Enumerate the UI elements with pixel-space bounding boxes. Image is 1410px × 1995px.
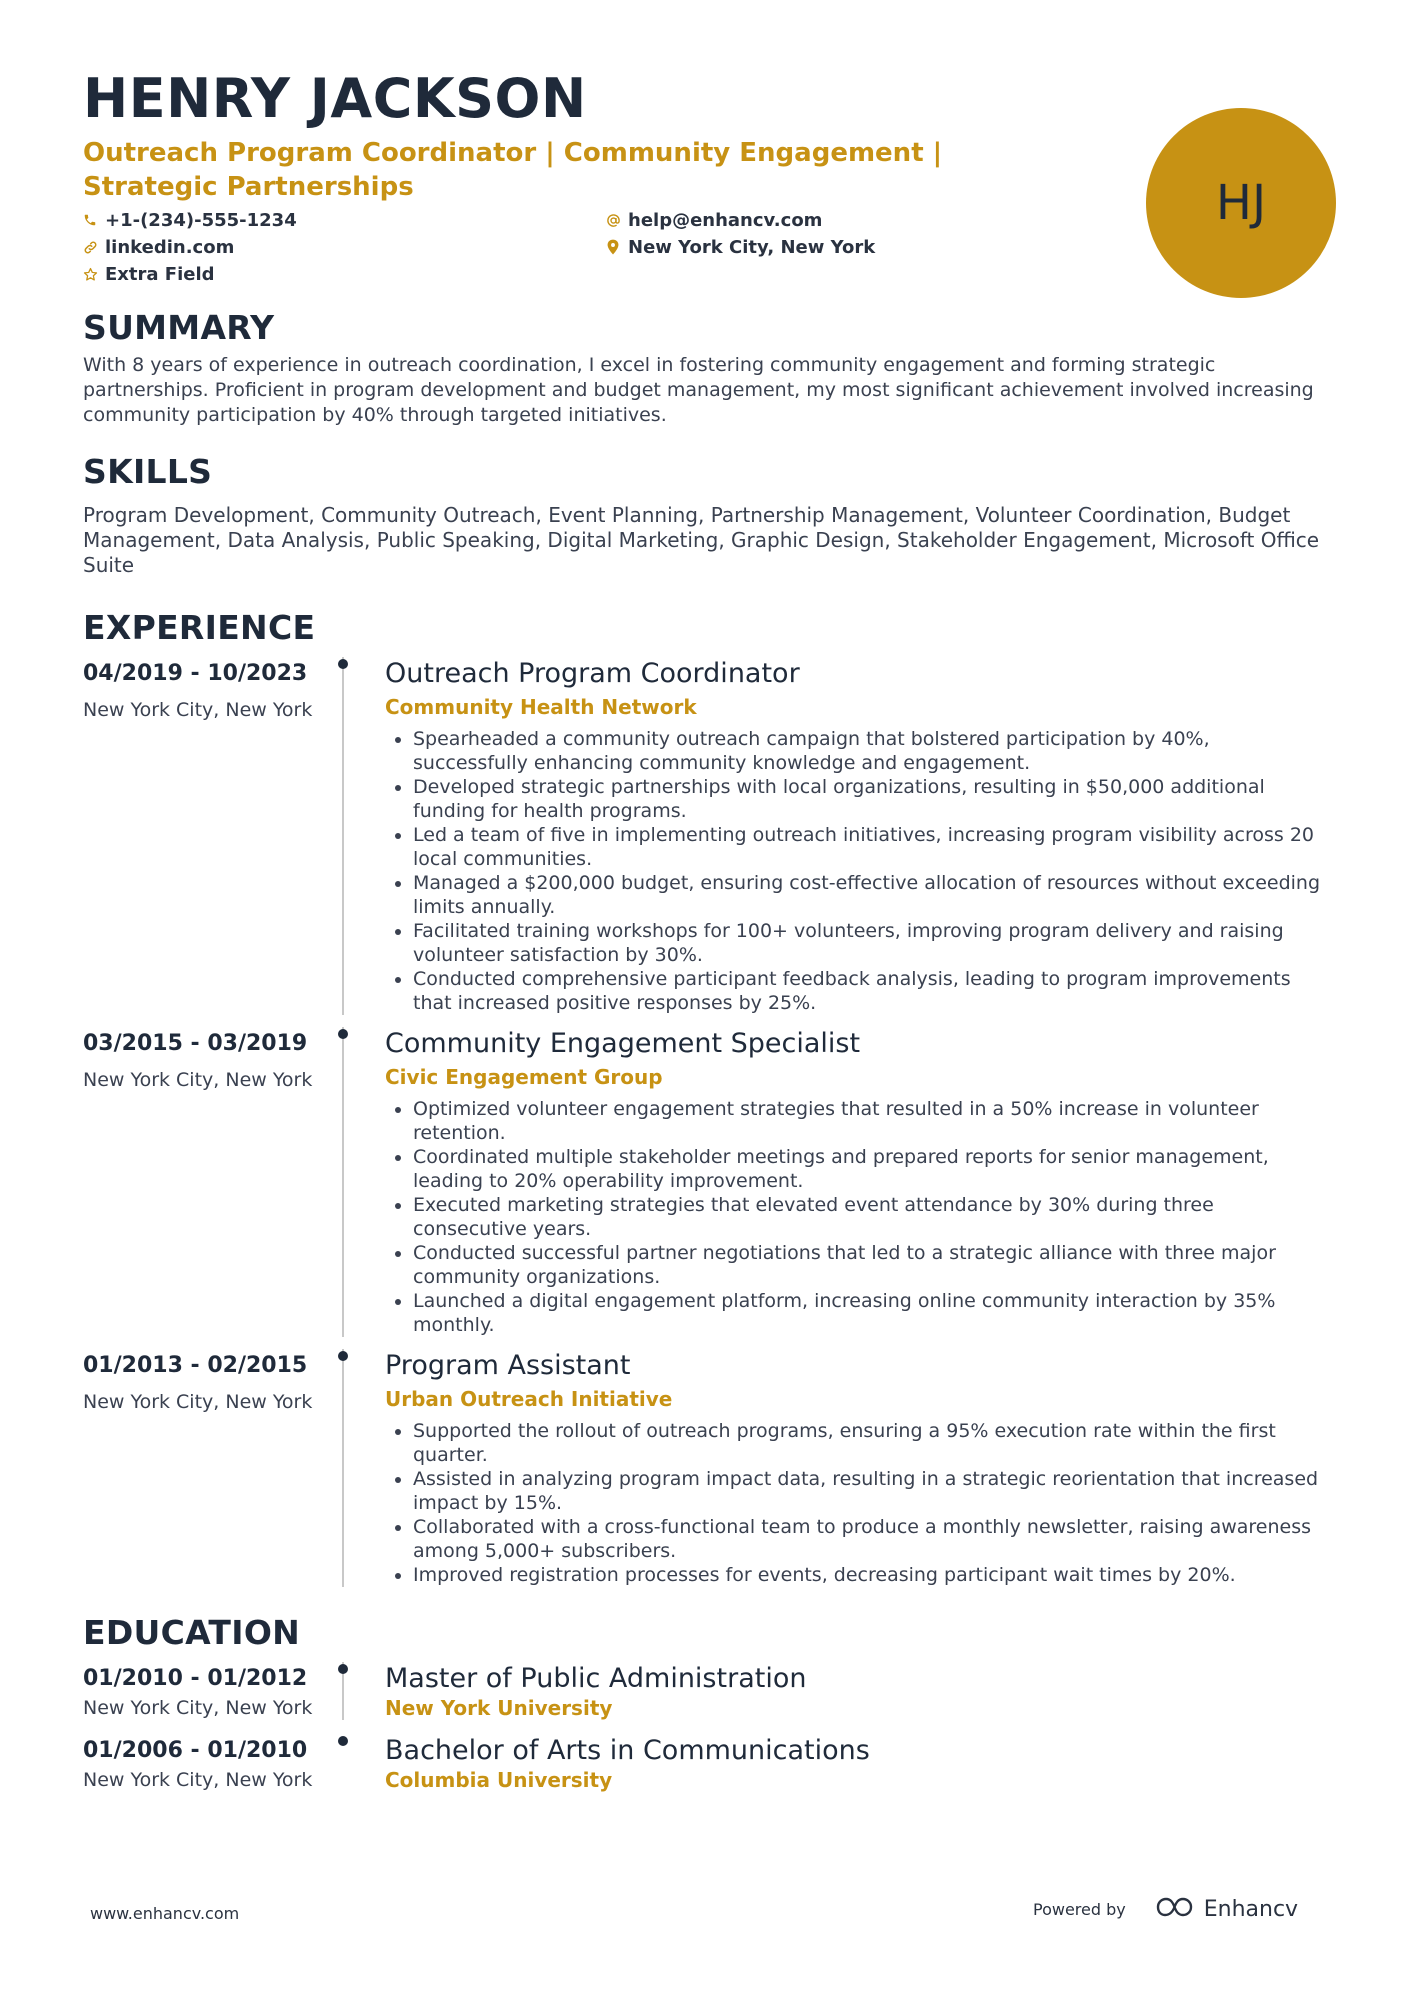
section-title-experience: EXPERIENCE bbox=[83, 608, 316, 647]
brand-name: Enhancv bbox=[1203, 1896, 1299, 1922]
bullet-item: • Managed a $200,000 budget, ensuring cost-effective allocation of resources without exceeding limits annually. bbox=[413, 871, 1327, 919]
entry-location: New York City, New York bbox=[83, 1697, 313, 1719]
candidate-name: HENRY JACKSON bbox=[83, 67, 587, 130]
summary-text: With 8 years of experience in outreach coordination, I excel in fostering community engagement and forming strategic partnerships. Proficient in program development and budget management, my most significant achievement involved increasing community participation by 40% through targeted initiatives. bbox=[83, 354, 1314, 426]
enhancv-logo-icon bbox=[1150, 1894, 1196, 1924]
entry-location: New York City, New York bbox=[83, 1391, 313, 1413]
timeline-rail bbox=[342, 1349, 344, 1587]
timeline-dot bbox=[338, 1664, 348, 1674]
experience-section bbox=[83, 608, 1327, 1587]
skills-text: Program Development, Community Outreach, Event Planning, Partnership Management, Volunteer Coordination, Budget Management, Data Analysis, Public Speaking, Digital Marketing, Graphic Design, Stakeholder Engagement, Microsoft Office Suite bbox=[83, 503, 1320, 577]
bullet-item: • Improved registration processes for events, decreasing participant wait times by 20%. bbox=[413, 1563, 1327, 1587]
entry-role: Community Engagement Specialist bbox=[385, 1028, 861, 1059]
timeline-dot bbox=[338, 659, 348, 669]
bullet-item: • Conducted comprehensive participant feedback analysis, leading to program improvements that increased positive responses by 25%. bbox=[413, 967, 1327, 1015]
contact-email[interactable] bbox=[606, 208, 1006, 232]
phone-text: +1-(234)-555-1234 bbox=[105, 209, 297, 231]
entry-date: 03/2015 - 03/2019 bbox=[83, 1031, 308, 1056]
contact-linkedin[interactable] bbox=[83, 235, 606, 259]
entry-company: Community Health Network bbox=[385, 695, 697, 719]
entry-date: 04/2019 - 10/2023 bbox=[83, 661, 308, 686]
timeline-rail bbox=[342, 1027, 344, 1337]
bullet-item: • Developed strategic partnerships with local organizations, resulting in $50,000 additional funding for health programs. bbox=[413, 775, 1327, 823]
entry-bullets bbox=[385, 727, 1327, 1015]
email-text: help@enhancv.com bbox=[628, 209, 823, 231]
bullet-item: • Launched a digital engagement platform, increasing online community interaction by 35% monthly. bbox=[413, 1289, 1327, 1337]
entry-date: 01/2010 - 01/2012 bbox=[83, 1666, 308, 1691]
entry-location: New York City, New York bbox=[83, 1769, 313, 1791]
entry-location: New York City, New York bbox=[83, 699, 313, 721]
experience-entry bbox=[83, 1027, 1327, 1337]
bullet-item: • Conducted successful partner negotiations that led to a strategic alliance with three major community organizations. bbox=[413, 1241, 1327, 1289]
entry-degree: Bachelor of Arts in Communications bbox=[385, 1735, 870, 1766]
section-title-education: EDUCATION bbox=[83, 1613, 301, 1652]
timeline-dot bbox=[338, 1351, 348, 1361]
bullet-item: • Optimized volunteer engagement strategies that resulted in a 50% increase in volunteer retention. bbox=[413, 1097, 1327, 1145]
link-icon bbox=[83, 240, 105, 255]
bullet-item: • Led a team of five in implementing outreach initiatives, increasing program visibility across 20 local communities. bbox=[413, 823, 1327, 871]
phone-icon bbox=[83, 213, 105, 227]
bullet-item: • Facilitated training workshops for 100+ volunteers, improving program delivery and raising volunteer satisfaction by 30%. bbox=[413, 919, 1327, 967]
entry-school: New York University bbox=[385, 1696, 613, 1720]
timeline-rail bbox=[342, 657, 344, 1015]
entry-date: 01/2006 - 01/2010 bbox=[83, 1738, 308, 1763]
linkedin-text: linkedin.com bbox=[105, 236, 235, 258]
entry-role: Program Assistant bbox=[385, 1350, 631, 1381]
bullet-item: • Coordinated multiple stakeholder meetings and prepared reports for senior management, leading to 20% operability improvement. bbox=[413, 1145, 1327, 1193]
entry-company: Civic Engagement Group bbox=[385, 1065, 663, 1089]
entry-school: Columbia University bbox=[385, 1768, 613, 1792]
star-icon bbox=[83, 267, 105, 282]
contact-phone bbox=[83, 208, 606, 232]
bullet-item: • Assisted in analyzing program impact data, resulting in a strategic reorientation that increased impact by 15%. bbox=[413, 1467, 1327, 1515]
section-title-summary: SUMMARY bbox=[83, 308, 275, 347]
timeline-dot bbox=[338, 1029, 348, 1039]
experience-entry bbox=[83, 657, 1327, 1015]
header bbox=[83, 67, 1327, 286]
bullet-item: • Supported the rollout of outreach programs, ensuring a 95% execution rate within the first quarter. bbox=[413, 1419, 1327, 1467]
avatar: HJ bbox=[1146, 108, 1336, 298]
entry-company: Urban Outreach Initiative bbox=[385, 1387, 673, 1411]
footer-website[interactable]: www.enhancv.com bbox=[90, 1904, 240, 1923]
education-entry bbox=[83, 1734, 1327, 1792]
entry-role: Outreach Program Coordinator bbox=[385, 658, 800, 689]
summary-section bbox=[83, 308, 1327, 428]
contact-list bbox=[83, 208, 1327, 286]
entry-degree: Master of Public Administration bbox=[385, 1663, 807, 1694]
entry-date: 01/2013 - 02/2015 bbox=[83, 1353, 308, 1378]
entry-location: New York City, New York bbox=[83, 1069, 313, 1091]
resume-page bbox=[83, 66, 1327, 1792]
education-section bbox=[83, 1613, 1327, 1792]
education-entry bbox=[83, 1662, 1327, 1720]
headline: Outreach Program Coordinator | Community Engagement | Strategic Partnerships bbox=[83, 138, 943, 202]
location-pin-icon bbox=[606, 239, 628, 255]
location-text: New York City, New York bbox=[628, 236, 876, 258]
entry-bullets bbox=[385, 1419, 1327, 1587]
bullet-item: • Executed marketing strategies that elevated event attendance by 30% during three consecutive years. bbox=[413, 1193, 1327, 1241]
bullet-item: • Spearheaded a community outreach campaign that bolstered participation by 40%, successfully enhancing community knowledge and engagement. bbox=[413, 727, 1327, 775]
skills-section bbox=[83, 452, 1327, 578]
entry-bullets bbox=[385, 1097, 1327, 1337]
footer-branding bbox=[1033, 1894, 1298, 1924]
at-icon bbox=[606, 213, 628, 228]
timeline-dot bbox=[338, 1736, 348, 1746]
contact-extra bbox=[83, 262, 606, 286]
contact-location bbox=[606, 235, 1006, 259]
powered-by-label: Powered by bbox=[1033, 1899, 1126, 1919]
bullet-item: • Collaborated with a cross-functional team to produce a monthly newsletter, raising awareness among 5,000+ subscribers. bbox=[413, 1515, 1327, 1563]
experience-entry bbox=[83, 1349, 1327, 1587]
extra-field-text: Extra Field bbox=[105, 263, 215, 285]
section-title-skills: SKILLS bbox=[83, 452, 213, 491]
